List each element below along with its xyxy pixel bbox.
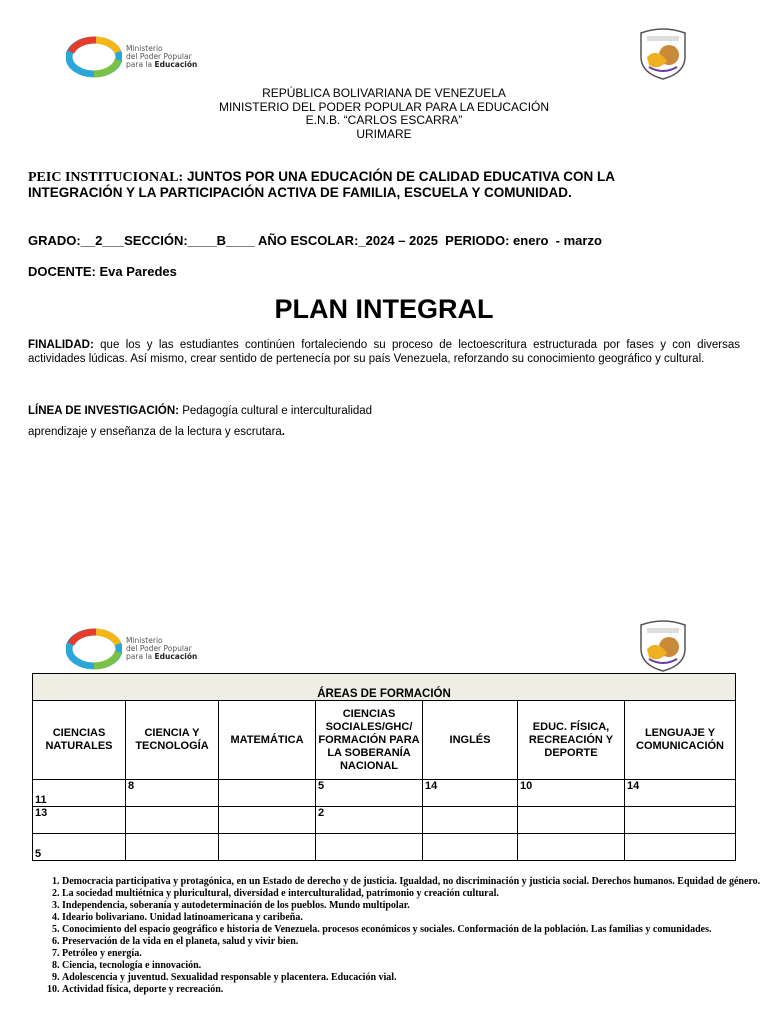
peic-label: PEIC INSTITUCIONAL:: [28, 170, 184, 185]
topics-list: [36, 876, 762, 996]
col-lenguaje: LENGUAJE Y COMUNICACIÓN: [625, 701, 736, 780]
table-cell: [625, 807, 736, 834]
linea-label: LÍNEA DE INVESTIGACIÓN:: [28, 405, 179, 417]
col-ciencia-tecnologia: CIENCIA Y TECNOLOGÍA: [126, 701, 219, 780]
table-row: [33, 780, 736, 807]
peic-text: JUNTOS POR UNA EDUCACIÓN DE CALIDAD EDUCATIVA CON LA INTEGRACIÓN Y LA PARTICIPACIÓN ACTIVA DE FAMILIA, ESCUELA Y COMUNIDAD.: [28, 169, 615, 200]
col-educ-fisica: EDUC. FÍSICA, RECREACIÓN Y DEPORTE: [518, 701, 625, 780]
grado-line: GRADO:__2___SECCIÓN:____B____ AÑO ESCOLAR:_2024 – 2025 PERIODO: enero - marzo: [28, 233, 602, 248]
header-line-1: REPÚBLICA BOLIVARIANA DE VENEZUELA: [262, 86, 506, 100]
table-cell: [126, 807, 219, 834]
table-cell: [518, 834, 625, 861]
areas-table: [32, 673, 736, 861]
finalidad-paragraph: [28, 339, 740, 366]
ministry-logo: Ministerio del Poder Popular para la Educación: [66, 36, 197, 78]
docente-line: [28, 264, 177, 279]
col-ciencias-sociales: CIENCIAS SOCIALES/GHC/ FORMACIÓN PARA LA SOBERANÍA NACIONAL: [316, 701, 423, 780]
areas-table-title: ÁREAS DE FORMACIÓN: [33, 674, 736, 701]
list-item: 10. Actividad física, deporte y recreación.: [62, 984, 762, 996]
table-cell: 2: [316, 807, 423, 834]
list-item: 4. Ideario bolivariano. Unidad latinoamericana y caribeña.: [62, 912, 762, 924]
table-cell: 14: [625, 780, 736, 807]
linea-line2: aprendizaje y enseñanza de la lectura y escrutara.: [28, 426, 285, 438]
linea-text: Pedagogía cultural e interculturalidad: [182, 405, 373, 417]
school-seal-icon: [637, 619, 689, 673]
list-item: 6. Preservación de la vida en el planeta, salud y vivir bien.: [62, 936, 762, 948]
page-title: PLAN INTEGRAL: [274, 294, 494, 324]
list-item: 2. La sociedad multiétnica y pluricultural, diversidad e interculturalidad, patrimonio y creación cultural.: [62, 888, 762, 900]
col-ingles: INGLÉS: [423, 701, 518, 780]
list-item: 8. Ciencia, tecnología e innovación.: [62, 960, 762, 972]
table-cell: 8: [126, 780, 219, 807]
institution-header: [0, 87, 768, 141]
table-cell: [423, 807, 518, 834]
table-cell: 13: [33, 807, 126, 834]
list-item: 3. Independencia, soberanía y autodeterminación de los pueblos. Mundo multipolar.: [62, 900, 762, 912]
col-matematica: MATEMÁTICA: [219, 701, 316, 780]
table-cell: 10: [518, 780, 625, 807]
list-item: 5. Conocimiento del espacio geográfico e historia de Venezuela. procesos económicos y sociales. Conformación de la población. Las familias y comunidades.: [62, 924, 762, 936]
linea-line2-text: aprendizaje y enseñanza de la lectura y escrutara: [28, 426, 282, 438]
table-cell: [219, 807, 316, 834]
table-cell: [518, 807, 625, 834]
docente-label: DOCENTE:: [28, 264, 96, 279]
ministry-ring-icon: [66, 36, 122, 78]
table-cell: 14: [423, 780, 518, 807]
col-ciencias-naturales: CIENCIAS NATURALES: [33, 701, 126, 780]
finalidad-label: FINALIDAD:: [28, 339, 94, 351]
table-cell: 5: [33, 834, 126, 861]
ministry-ring-icon: [66, 628, 122, 670]
finalidad-text: que los y las estudiantes continúen fortaleciendo su proceso de lectoescritura estructurada por fases y con diversas actividades lúdicas. Así mismo, crear sentido de pertenecía por su país Venezuela, reforzando su conocimiento geográfico y cultural.: [28, 339, 740, 365]
table-row: [33, 807, 736, 834]
table-cell: [625, 834, 736, 861]
header-line-4: URIMARE: [356, 126, 412, 141]
list-item: 7. Petróleo y energía.: [62, 948, 762, 960]
table-cell: [219, 834, 316, 861]
school-seal-icon: [637, 27, 689, 81]
table-cell: [126, 834, 219, 861]
list-item: 1. Democracia participativa y protagónica, en un Estado de derecho y de justicia. Igualdad, no discriminación y justicia social. Derechos humanos. Equidad de género.: [62, 876, 762, 888]
header-line-2: MINISTERIO DEL PODER POPULAR PARA LA EDUCACIÓN: [218, 99, 550, 114]
header-line-3: E.N.B. “CARLOS ESCARRA”: [305, 113, 463, 127]
table-cell: [316, 834, 423, 861]
list-item: 9. Adolescencia y juventud. Sexualidad responsable y placentera. Educación vial.: [62, 972, 762, 984]
linea-investigacion: [28, 405, 740, 419]
table-cell: [423, 834, 518, 861]
table-row: [33, 834, 736, 861]
table-cell: [219, 780, 316, 807]
table-cell: 5: [316, 780, 423, 807]
ministry-logo-2: Ministerio del Poder Popular para la Educación: [66, 628, 197, 670]
docente-name: Eva Paredes: [99, 264, 177, 279]
table-cell: 11: [33, 780, 126, 807]
peic-statement: [28, 169, 648, 200]
